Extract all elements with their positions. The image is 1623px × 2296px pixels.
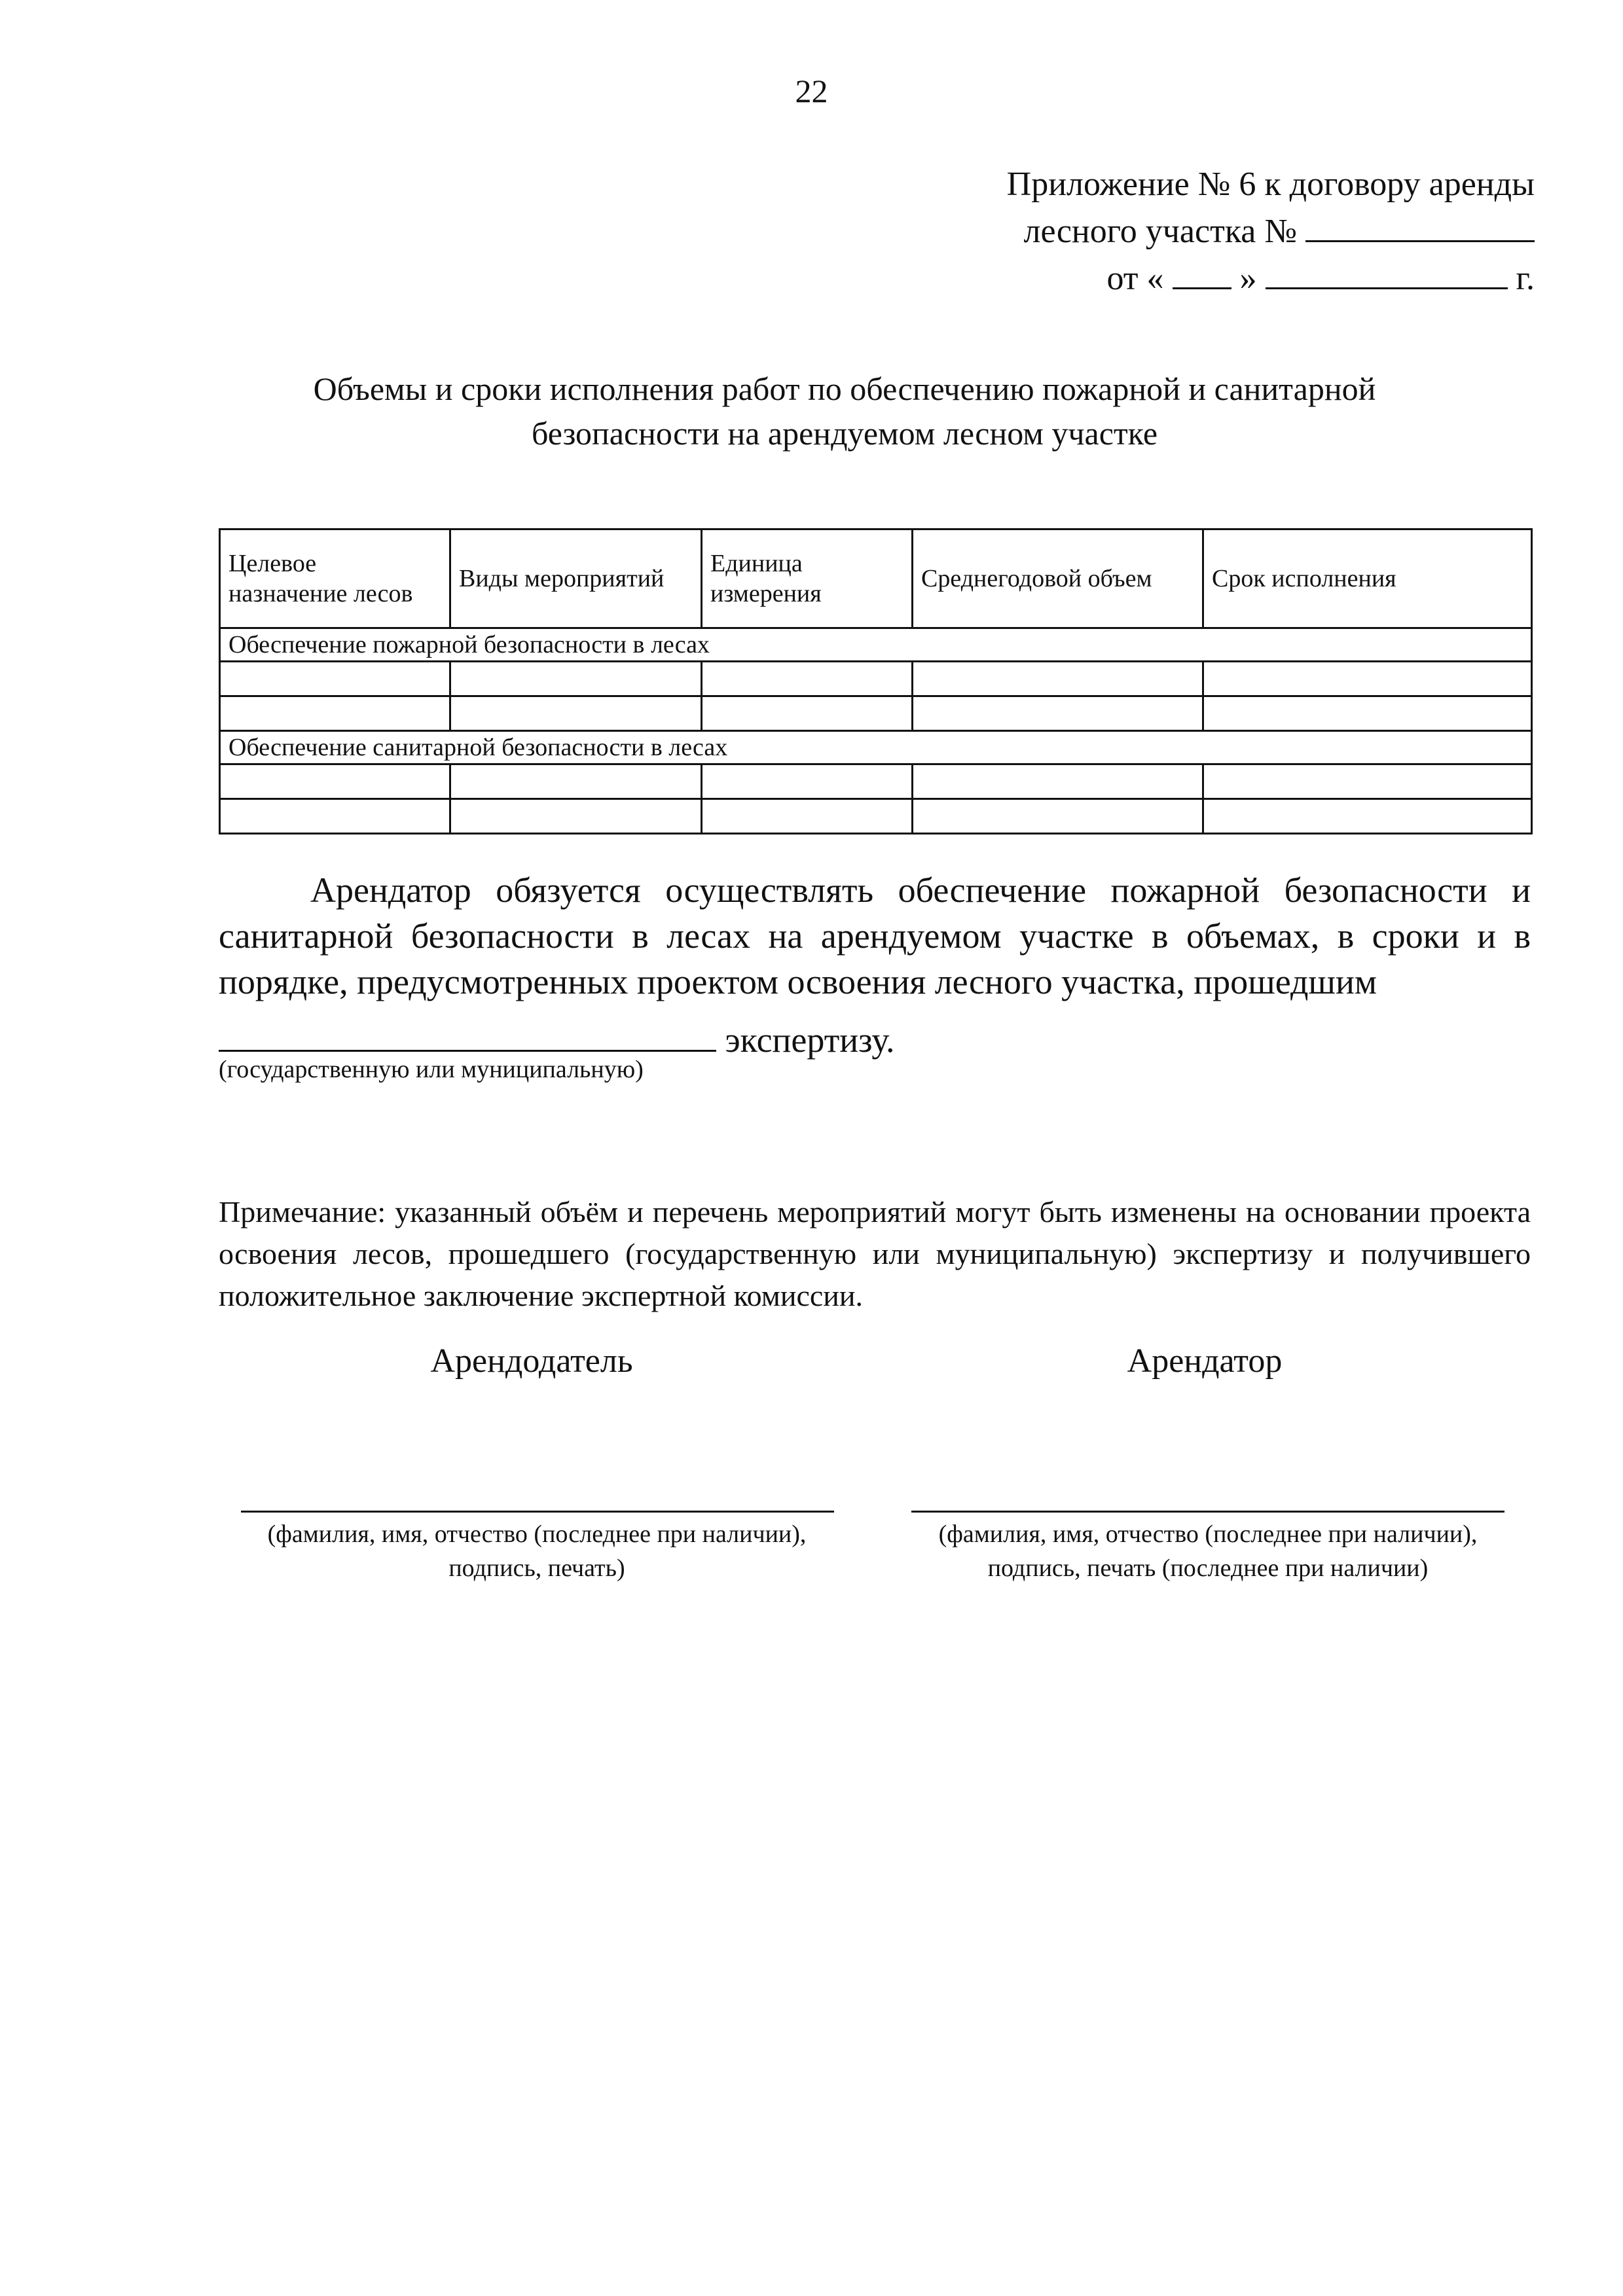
table-row: [220, 696, 1532, 731]
note-paragraph: Примечание: указанный объём и перечень мероприятий могут быть изменены на основании проекта освоения лесов, прошедшего (государственную или муниципальную) экспертизу и получившего положительное заключение экспертной комиссии.: [219, 1195, 1531, 1312]
appendix-line-2: [749, 208, 1535, 255]
table-cell[interactable]: [1203, 799, 1532, 834]
header-unit: Единица измерения: [702, 529, 913, 628]
expertise-type-blank[interactable]: [219, 1013, 716, 1052]
header-deadline: Срок исполнения: [1203, 529, 1532, 628]
table-header-row: [220, 529, 1532, 628]
lessor-signature-line[interactable]: [241, 1511, 834, 1513]
lessor-caption-line-1: (фамилия, имя, отчество (последнее при наличии),: [267, 1520, 807, 1548]
table-cell[interactable]: [220, 696, 450, 731]
date-month-blank[interactable]: [1266, 281, 1508, 289]
works-table: [219, 528, 1531, 834]
table-row: [220, 799, 1532, 834]
table-cell[interactable]: [702, 799, 913, 834]
table-row: [220, 662, 1532, 696]
table-cell[interactable]: [913, 799, 1203, 834]
section-fire-safety: Обеспечение пожарной безопасности в лесах: [220, 628, 1532, 662]
table-cell[interactable]: [1203, 662, 1532, 696]
lessee-signature-caption: [884, 1517, 1532, 1585]
expertise-line: [219, 1013, 894, 1060]
appendix-line-1: Приложение № 6 к договору аренды: [1006, 166, 1535, 203]
expertise-caption: (государственную или муниципальную): [219, 1056, 644, 1083]
table-cell[interactable]: [450, 799, 702, 834]
document-title-line-2: безопасности на арендуемом лесном участке: [531, 415, 1158, 452]
table-cell[interactable]: [220, 799, 450, 834]
lessor-title: Арендодатель: [430, 1342, 633, 1380]
date-prefix: от «: [1106, 260, 1164, 297]
section-row-fire: [220, 628, 1532, 662]
appendix-plot-label: лесного участка №: [1023, 213, 1297, 250]
document-title: [196, 367, 1493, 456]
obligation-text: Арендатор обязуется осуществлять обеспечение пожарной безопасности и санитарной безопасности в лесах на арендуемом участке в объемах, в сроки и в порядке, предусмотренных проектом освоения лесного участка, прошедшим: [219, 870, 1531, 1001]
date-day-blank[interactable]: [1173, 281, 1231, 289]
section-sanitary-safety: Обеспечение санитарной безопасности в лесах: [220, 731, 1532, 764]
expertise-word: экспертизу.: [725, 1020, 895, 1060]
header-annual-volume: Среднегодовой объем: [913, 529, 1203, 628]
obligation-paragraph: [219, 867, 1531, 1005]
table-cell[interactable]: [702, 696, 913, 731]
table-cell[interactable]: [913, 662, 1203, 696]
contract-number-blank[interactable]: [1305, 234, 1535, 242]
table-cell[interactable]: [1203, 764, 1532, 799]
appendix-header: [749, 161, 1535, 302]
document-title-line-1: Объемы и сроки исполнения работ по обеспечению пожарной и санитарной: [313, 370, 1376, 407]
table-cell[interactable]: [450, 696, 702, 731]
table-cell[interactable]: [913, 696, 1203, 731]
lessor-signature-caption: [216, 1517, 858, 1585]
table-cell[interactable]: [450, 662, 702, 696]
table-cell[interactable]: [220, 662, 450, 696]
table-cell[interactable]: [913, 764, 1203, 799]
lessee-signature-line[interactable]: [911, 1511, 1504, 1513]
table-cell[interactable]: [702, 662, 913, 696]
date-middle: »: [1239, 260, 1257, 297]
date-suffix: г.: [1516, 260, 1535, 297]
page-number: 22: [795, 73, 828, 109]
lessor-caption-line-2: подпись, печать): [448, 1554, 625, 1582]
section-row-sanitary: [220, 731, 1532, 764]
table-cell[interactable]: [220, 764, 450, 799]
header-activity-types: Виды мероприятий: [450, 529, 702, 628]
table-cell[interactable]: [450, 764, 702, 799]
table-cell[interactable]: [702, 764, 913, 799]
appendix-line-3: [749, 255, 1535, 302]
table-cell[interactable]: [1203, 696, 1532, 731]
lessee-caption-line-1: (фамилия, имя, отчество (последнее при наличии),: [938, 1520, 1478, 1548]
header-forest-purpose: Целевое назначение лесов: [220, 529, 450, 628]
lessee-title: Арендатор: [1127, 1342, 1283, 1380]
lessee-caption-line-2: подпись, печать (последнее при наличии): [987, 1554, 1429, 1582]
table-row: [220, 764, 1532, 799]
